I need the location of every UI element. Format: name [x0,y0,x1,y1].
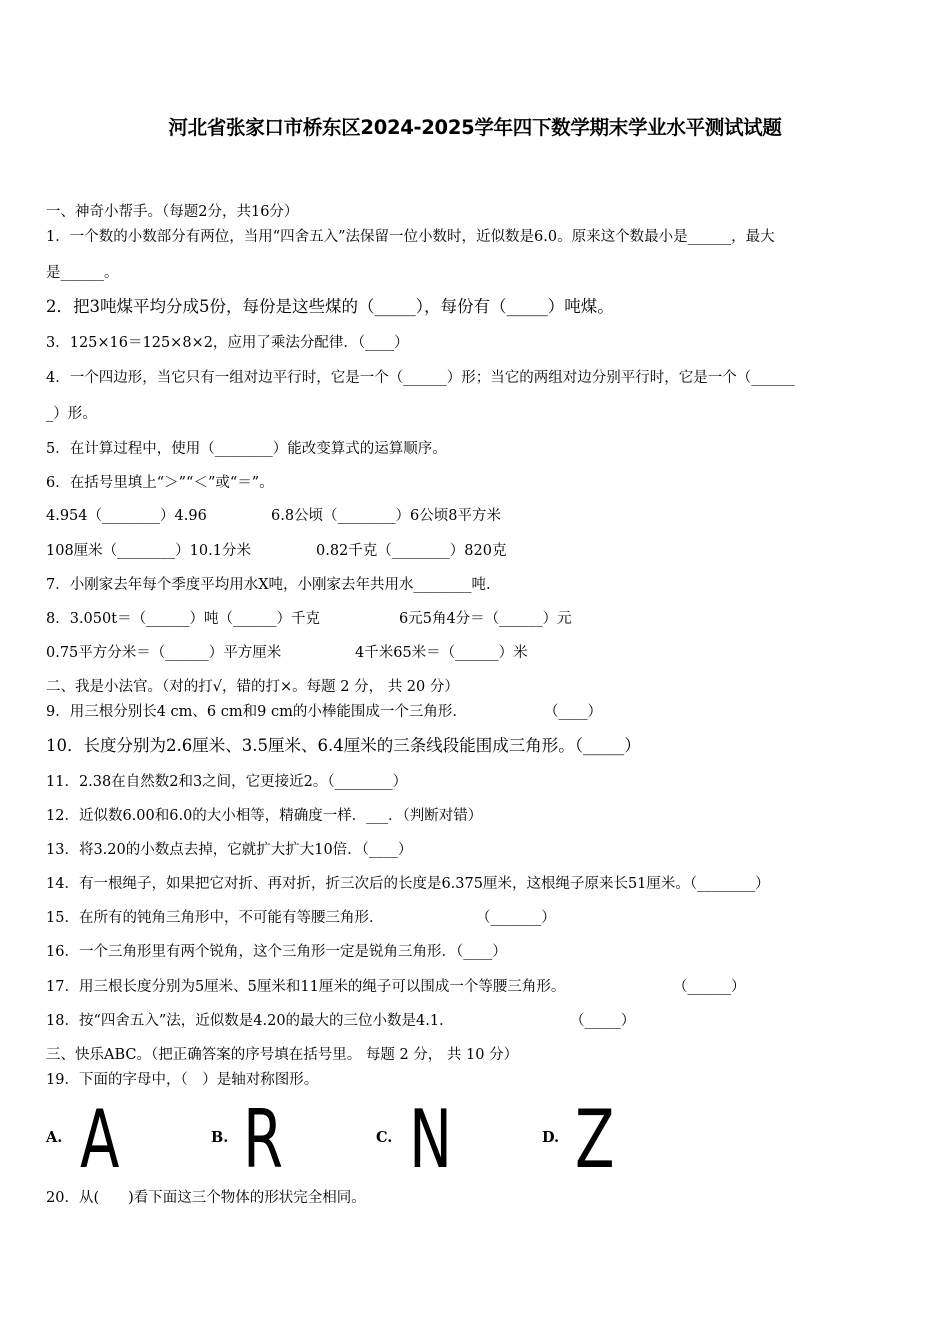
option-a-letter: A [80,1093,120,1186]
question-15: 15．在所有的钝角三角形中，不可能有等腰三角形． [46,910,384,926]
question-16: 16．一个三角形里有两个锐角，这个三角形一定是锐角三角形．（____） [46,944,507,960]
question-18: 18．按“四舍五入”法，近似数是4.20的最大的三位小数是4.1． [46,1013,454,1029]
question-9-answer-blank: （____） [544,704,602,720]
question-3: 3．125×16＝125×8×2，应用了乘法分配律．（____） [46,335,409,351]
option-a-label: A. [46,1129,63,1146]
option-d-label: D. [542,1129,560,1146]
option-c-label: C. [376,1129,393,1146]
question-8-item-3: 0.75平方分米＝（______）平方厘米 [46,645,282,661]
option-d-letter: Z [575,1093,615,1186]
section-1-heading: 一、神奇小帮手。（每题2分，共16分） [46,204,299,220]
page-title: 河北省张家口市桥东区2024-2025学年四下数学期末学业水平测试试题 [168,116,782,139]
question-10: 10．长度分别为2.6厘米、3.5厘米、6.4厘米的三条线段能围成三角形。（_____） [46,736,641,755]
question-8-item-1: 8．3.050t＝（______）吨（______）千克 [46,611,321,627]
question-6-item-1: 4.954（________）4.96 [46,508,207,524]
question-6-stem: 6．在括号里填上“＞”“＜”或“＝”。 [46,475,274,491]
option-c-letter: N [409,1093,453,1186]
question-4-line-1: 4．一个四边形，当它只有一组对边平行时，它是一个（______）形；当它的两组对边分别平行时，它是一个（______ [46,370,795,386]
question-6-item-3: 108厘米（________）10.1分米 [46,543,251,559]
question-12: 12．近似数6.00和6.0的大小相等，精确度一样．___．（判断对错） [46,808,483,824]
question-7: 7．小刚家去年每个季度平均用水X吨，小刚家去年共用水________吨. [46,577,491,593]
question-6-item-4: 0.82千克（________）820克 [316,543,507,559]
question-8-item-2: 6元5角4分＝（______）元 [399,611,572,627]
question-20: 20．从( )看下面这三个物体的形状完全相同。 [46,1190,366,1206]
option-b-letter: R [243,1093,284,1186]
question-8-item-4: 4千米65米＝（______）米 [355,645,528,661]
section-3-heading: 三、快乐ABC。（把正确答案的序号填在括号里。 每题 2 分， 共 10 分） [46,1047,519,1063]
question-17: 17．用三根长度分别为5厘米、5厘米和11厘米的绳子可以围成一个等腰三角形。 [46,979,566,995]
question-11: 11．2.38在自然数2和3之间，它更接近2。（________） [46,774,408,790]
option-b-label: B. [211,1129,229,1146]
question-15-answer-blank: （_______） [476,910,556,926]
question-13: 13．将3.20的小数点去掉，它就扩大扩大10倍．（____） [46,842,413,858]
question-1-line-1: 1．一个数的小数部分有两位，当用“四舍五入”法保留一位小数时，近似数是6.0。原来这个数最小是______，最大 [46,229,775,245]
question-6-item-2: 6.8公顷（________）6公顷8平方米 [271,508,502,524]
question-18-answer-blank: （_____） [570,1013,636,1029]
question-9: 9．用三根分别长4 cm、6 cm和9 cm的小棒能围成一个三角形． [46,704,467,720]
question-17-answer-blank: （______） [673,979,746,995]
question-2: 2．把3吨煤平均分成5份，每份是这些煤的（_____），每份有（_____）吨煤。 [46,297,614,316]
question-19-stem: 19．下面的字母中，（ ）是轴对称图形。 [46,1072,319,1088]
question-14: 14．有一根绳子，如果把它对折、再对折，折三次后的长度是6.375厘米，这根绳子原来长51厘米。（________） [46,876,770,892]
question-5: 5．在计算过程中，使用（________）能改变算式的运算顺序。 [46,441,447,457]
question-1-line-2: 是______。 [46,265,119,281]
question-4-line-2: _）形。 [46,406,97,422]
section-2-heading: 二、我是小法官。（对的打√，错的打×。每题 2 分， 共 20 分） [46,679,459,695]
